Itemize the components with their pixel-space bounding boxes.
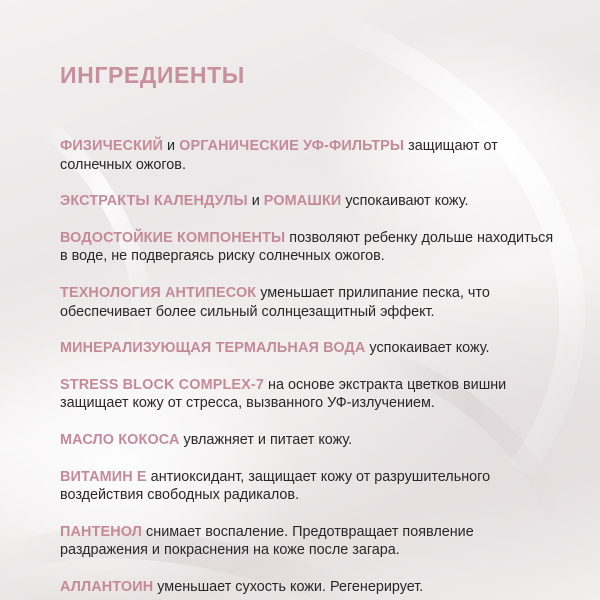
ingredient-description: антиоксидант, защищает кожу от разрушительного воздействия свободных радикалов. [60,468,491,504]
ingredient-item [60,468,560,505]
ingredient-item [60,339,560,358]
ingredient-name: ЭКСТРАКТЫ КАЛЕНДУЛЫ [60,193,248,210]
ingredient-description: позволяют ребенку дольше находиться в воде, не подвергаясь риску солнечных ожогов. [60,229,554,265]
ingredient-name: РОМАШКИ [263,193,342,210]
ingredient-item [60,376,560,413]
ingredient-item [60,284,560,321]
ingredient-name: ФИЗИЧЕСКИЙ [60,138,164,154]
ingredient-name: ВОДОСТОЙКИЕ КОМПОНЕНТЫ [60,229,286,246]
ingredient-description: успокаивает кожу. [365,340,490,357]
ingredient-item [60,192,560,211]
ingredient-description: снимает воспаление. Предотвращает появление раздражения и покраснения на коже после загара. [60,523,474,559]
ingredient-name: МИНЕРАЛИЗУЮЩАЯ ТЕРМАЛЬНАЯ ВОДА [60,340,366,357]
ingredient-name: МАСЛО КОКОСА [60,431,180,448]
page-title: ИНГРЕДИЕНТЫ [60,62,245,88]
ingredient-name: АЛЛАНТОИН [60,578,154,595]
ingredient-description: и [163,138,180,154]
ingredient-item [60,523,560,560]
ingredient-item [60,229,560,266]
ingredient-description: увлажняет и питает кожу. [179,431,353,448]
ingredient-name: STRESS BLOCK COMPLEX-7 [60,376,264,393]
ingredient-description: успокаивают кожу. [341,193,469,210]
ingredients-list [60,137,560,597]
ingredient-item [60,431,560,450]
ingredient-name: ВИТАМИН Е [60,468,147,485]
ingredient-description: на основе экстракта цветков вишни защищает кожу от стресса, вызванного УФ-излучением. [60,376,507,412]
ingredient-name: ОРГАНИЧЕСКИЕ УФ-ФИЛЬТРЫ [179,138,405,154]
ingredient-description: уменьшает прилипание песка, что обеспечивает более сильный солнцезащитный эффект. [60,284,490,320]
ingredient-description: защищают от солнечных ожогов. [60,138,498,173]
ingredient-item [60,137,560,174]
ingredient-name: ТЕХНОЛОГИЯ АНТИПЕСОК [60,284,257,301]
ingredient-item [60,578,560,597]
ingredients-content [60,60,560,600]
ingredient-description: и [247,193,264,210]
ingredient-name: ПАНТЕНОЛ [60,523,143,540]
ingredient-description: уменьшает сухость кожи. Регенерирует. [153,578,424,595]
